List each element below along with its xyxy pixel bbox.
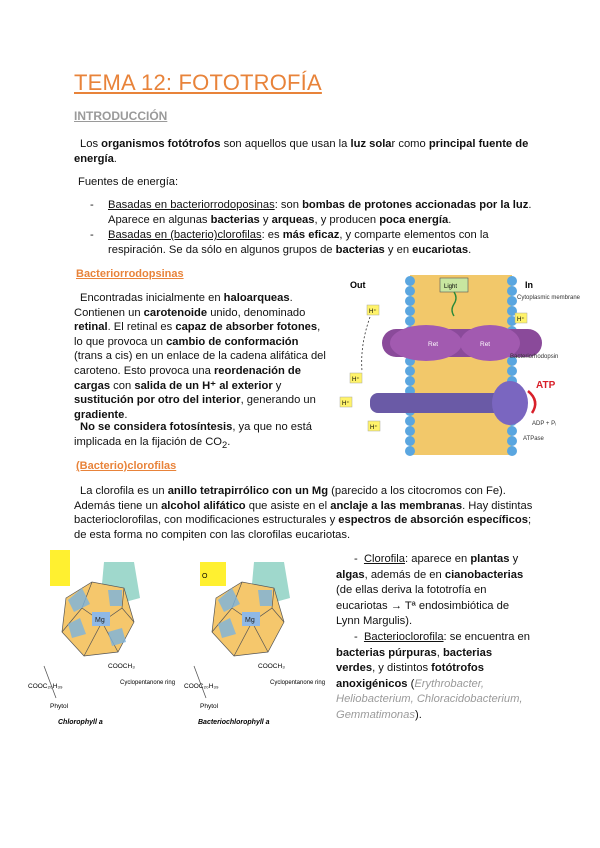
bacterio-heading: Bacteriorrodopsinas (76, 268, 184, 280)
sources-label: Fuentes de energía: (78, 176, 179, 188)
atpase-head (492, 381, 528, 425)
svg-text:Phytol: Phytol (50, 703, 69, 710)
list-item-bacterioclorofila: - Bacterioclorofila: se encuentra en bacterias púrpuras, bacterias verdes, y distintos fotótrofos anoxigénicos (Erythrobacter, Heliobacterium, Chloracidobacterium, Gemmatimonas). (336, 630, 530, 721)
svg-text:COOC₂₀H₃₉: COOC₂₀H₃₉ (28, 683, 63, 690)
bchl-a-caption: Bacteriochlorophyll a (198, 719, 270, 726)
ret-label-2: Ret (480, 341, 491, 348)
svg-text:Mg: Mg (245, 617, 255, 624)
atpase-stalk (370, 393, 510, 413)
atpase-label: ATPase (523, 436, 544, 442)
svg-text:Phytol: Phytol (200, 703, 219, 710)
svg-text:H⁺: H⁺ (369, 309, 377, 315)
chlorophyll-structures (22, 548, 332, 728)
bacteriorhodopsin-label: Bacteriorhodopsin (510, 354, 559, 360)
svg-text:O: O (202, 573, 208, 580)
svg-text:Mg: Mg (95, 617, 105, 624)
atp-arrow-icon (528, 391, 535, 413)
source1-text: Basadas en bacteriorrodoposinas: son bombas de protones accionadas por la luz. Aparece en algunas bacterias y arqueas, y producen poca energía. (108, 199, 532, 226)
source2-dash: - (90, 229, 94, 241)
svg-text:Cyclopentanone ring: Cyclopentanone ring (120, 680, 176, 686)
proton-path-icon (362, 317, 370, 371)
ret-label-1: Ret (428, 341, 439, 348)
page-title: TEMA 12: FOTOTROFÍA (74, 70, 322, 95)
cloro-heading: (Bacterio)clorofilas (76, 460, 177, 472)
bacteriochlorophyll-a-structure (184, 562, 325, 726)
source2-text: Basadas en (bacterio)clorofilas: es más eficaz, y comparte elementos con la respiración. Se da sólo en algunos grupos de bacterias y en eucariotas. (108, 229, 489, 256)
out-label: Out (350, 280, 366, 290)
atp-label: ATP (536, 380, 556, 391)
light-label: Light (444, 284, 458, 290)
svg-text:COOCH₃: COOCH₃ (258, 663, 285, 670)
cloro-paragraph: La clorofila es un anillo tetrapirrólico con un Mg (parecido a los citocromos con Fe). Además tiene un alcohol alifático que asiste en el anclaje a las membranas. Hay distintas bacterioclorofilas, con modificaciones estructurales y espectros de absorción específicos; de esta forma no compiten con las clorofilas eucariotas. (74, 485, 533, 541)
bacterio-note: No se considera fotosíntesis, ya que no está implicada en la fijación de $CO_2$. (74, 421, 312, 450)
cytoplasmic-membrane-label: Cytoplasmic membrane (517, 295, 581, 301)
svg-text:H⁺: H⁺ (352, 377, 360, 383)
svg-text:Cyclopentanone ring: Cyclopentanone ring (270, 680, 326, 686)
svg-text:COOCH₃: COOCH₃ (108, 663, 135, 670)
chl-a-caption: Chlorophyll a (58, 719, 103, 726)
intro-heading: INTRODUCCIÓN (74, 109, 168, 123)
list-item-clorofila: - Clorofila: aparece en plantas y algas, además de en cianobacterias (de ellas deriva la fototrofía en eucariotas → Tª endosimbiótica de Lynn Margulis). (336, 553, 524, 628)
source1-dash: - (90, 199, 94, 211)
svg-text:COOC₂₀H₃₉: COOC₂₀H₃₉ (184, 683, 219, 690)
chlorophyll-list (336, 552, 532, 724)
svg-text:H⁺: H⁺ (342, 401, 350, 407)
bacteriorhodopsin-diagram (340, 275, 581, 455)
intro-paragraph: Los organismos fotótrofos son aquellos que usan la luz solar como principal fuente de energía. (74, 138, 529, 165)
adp-label: ADP + Pᵢ (532, 421, 557, 427)
protein-left-lobe (390, 325, 462, 361)
in-label: In (525, 280, 533, 290)
svg-text:H⁺: H⁺ (370, 425, 378, 431)
chlorophyll-a-structure (28, 550, 175, 726)
membrane-core (410, 275, 512, 455)
svg-text:H⁺: H⁺ (517, 317, 525, 323)
bacterio-paragraph: Encontradas inicialmente en haloarqueas. Contienen un carotenoide unido, denominado retinal. El retinal es capaz de absorber fotones, lo que provoca un cambio de conformación (trans a cis) en un enlace de la cadena alifática del caroteno. Esto provoca una reordenación de cargas con salida de un H⁺ al exterior y sustitución por otro del interior, generando un gradiente. (74, 292, 326, 421)
